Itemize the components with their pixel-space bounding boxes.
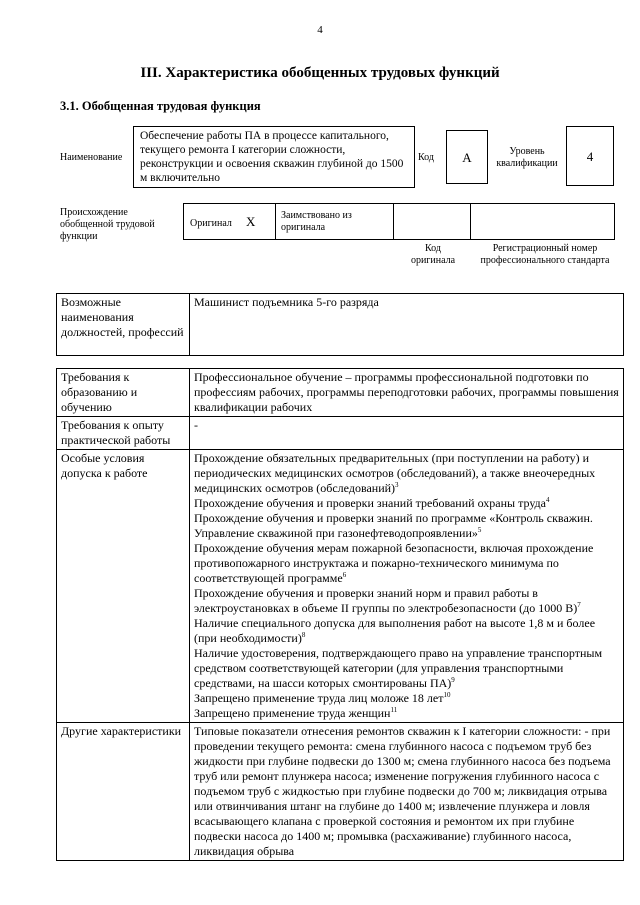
reg-number-label: Регистрационный номер профессионального стандарта bbox=[480, 243, 610, 266]
page-number: 4 bbox=[317, 24, 323, 36]
positions-value: Машинист подъемника 5-го разряда bbox=[190, 294, 624, 356]
special-item: Наличие специального допуска для выполнения работ на высоте 1,8 м и более (при необходимости)$^8$ bbox=[194, 616, 596, 645]
other-value: Типовые показатели отнесения ремонтов скважин к I категории сложности: - при проведении текущего ремонта: смена глубинного насоса с подъемом труб без жидкости при глубине подвески до 1300 м; смена глубинного насоса без подъема труб или ремонт плунжера насоса; изменение погружения глубинного насоса с подъемом труб с жидкостью при глубине подвески до 700 м; ликвидация отрыва или отвинчивания штанг на глубине до 1400 м; извлечение плунжера и ловля всасывающего клапана с проверкой состояния и ремонтом их при глубине подвески насоса до 1400 м; промывка (расхаживание) глубинного насоса, ликвидация обрыва bbox=[190, 723, 624, 861]
origin-divider-2 bbox=[393, 203, 394, 240]
level-value: 4 bbox=[566, 126, 614, 186]
special-item: Запрещено применение труда лиц моложе 18 лет$^{10}$ bbox=[194, 691, 451, 705]
education-value: Профессиональное обучение – программы профессиональной подготовки по профессиям рабочих, программы переподготовки рабочих, программы повышения квалификации рабочих bbox=[190, 369, 624, 417]
special-item: Прохождение обучения и проверки знаний норм и правил работы в электроустановках в объеме II группы по электробезопасности (до 1000 В)$^7$ bbox=[194, 586, 581, 615]
subsection-title: 3.1. Обобщенная трудовая функция bbox=[60, 99, 261, 113]
borrowed-label: Заимствовано из оригинала bbox=[281, 210, 352, 233]
origin-divider-1 bbox=[275, 203, 276, 240]
code-original-label: Код оригинала bbox=[410, 243, 456, 266]
section-title: III. Характеристика обобщенных трудовых функций bbox=[140, 65, 500, 81]
experience-label: Требования к опыту практической работы bbox=[57, 417, 190, 450]
special-item: Запрещено применение труда женщин$^{11}$ bbox=[194, 706, 398, 720]
original-label: Оригинал bbox=[190, 218, 232, 229]
positions-label: Возможные наименования должностей, профессий bbox=[57, 294, 190, 356]
origin-divider-3 bbox=[470, 203, 471, 240]
special-items-cell bbox=[190, 450, 624, 723]
code-value: А bbox=[446, 130, 488, 184]
name-label: Наименование bbox=[60, 152, 123, 163]
original-mark: X bbox=[246, 214, 256, 229]
special-item: Прохождение обучения и проверки знаний по программе «Контроль скважин. Управление скважиной при газонефтеводопроявлении»$^5$ bbox=[194, 511, 593, 540]
other-label: Другие характеристики bbox=[57, 723, 190, 861]
requirements-table bbox=[56, 368, 624, 861]
special-label: Особые условия допуска к работе bbox=[57, 450, 190, 723]
education-label: Требования к образованию и обучению bbox=[57, 369, 190, 417]
origin-label: Происхождение обобщенной трудовой функции bbox=[60, 207, 155, 242]
positions-table bbox=[56, 293, 624, 356]
name-value: Обеспечение работы ПА в процессе капитального, текущего ремонта I категории сложности, реконструкции и освоения скважин глубиной до 1500 м включительно bbox=[140, 130, 404, 184]
name-value-box bbox=[133, 126, 415, 188]
special-item: Наличие удостоверения, подтверждающего право на управление транспортным средством соответствующей категории (для управления транспортными средствами, на шасси которых смонтированы ПА)$^9$ bbox=[194, 646, 603, 690]
special-item: Прохождение обучения мерам пожарной безопасности, включая прохождение противопожарного инструктажа и пожарно-технического минимума по соответствующей программе$^6$ bbox=[194, 541, 594, 585]
experience-value: - bbox=[190, 417, 624, 450]
level-label: Уровень квалификации bbox=[496, 146, 558, 169]
special-item: Прохождение обязательных предварительных (при поступлении на работу) и периодических медицинских осмотров (обследований), а также внеочередных медицинских осмотров (обследований)$^3$ bbox=[194, 451, 596, 495]
code-label: Код bbox=[418, 152, 434, 163]
special-item: Прохождение обучения и проверки знаний требований охраны труда$^4$ bbox=[194, 496, 550, 510]
